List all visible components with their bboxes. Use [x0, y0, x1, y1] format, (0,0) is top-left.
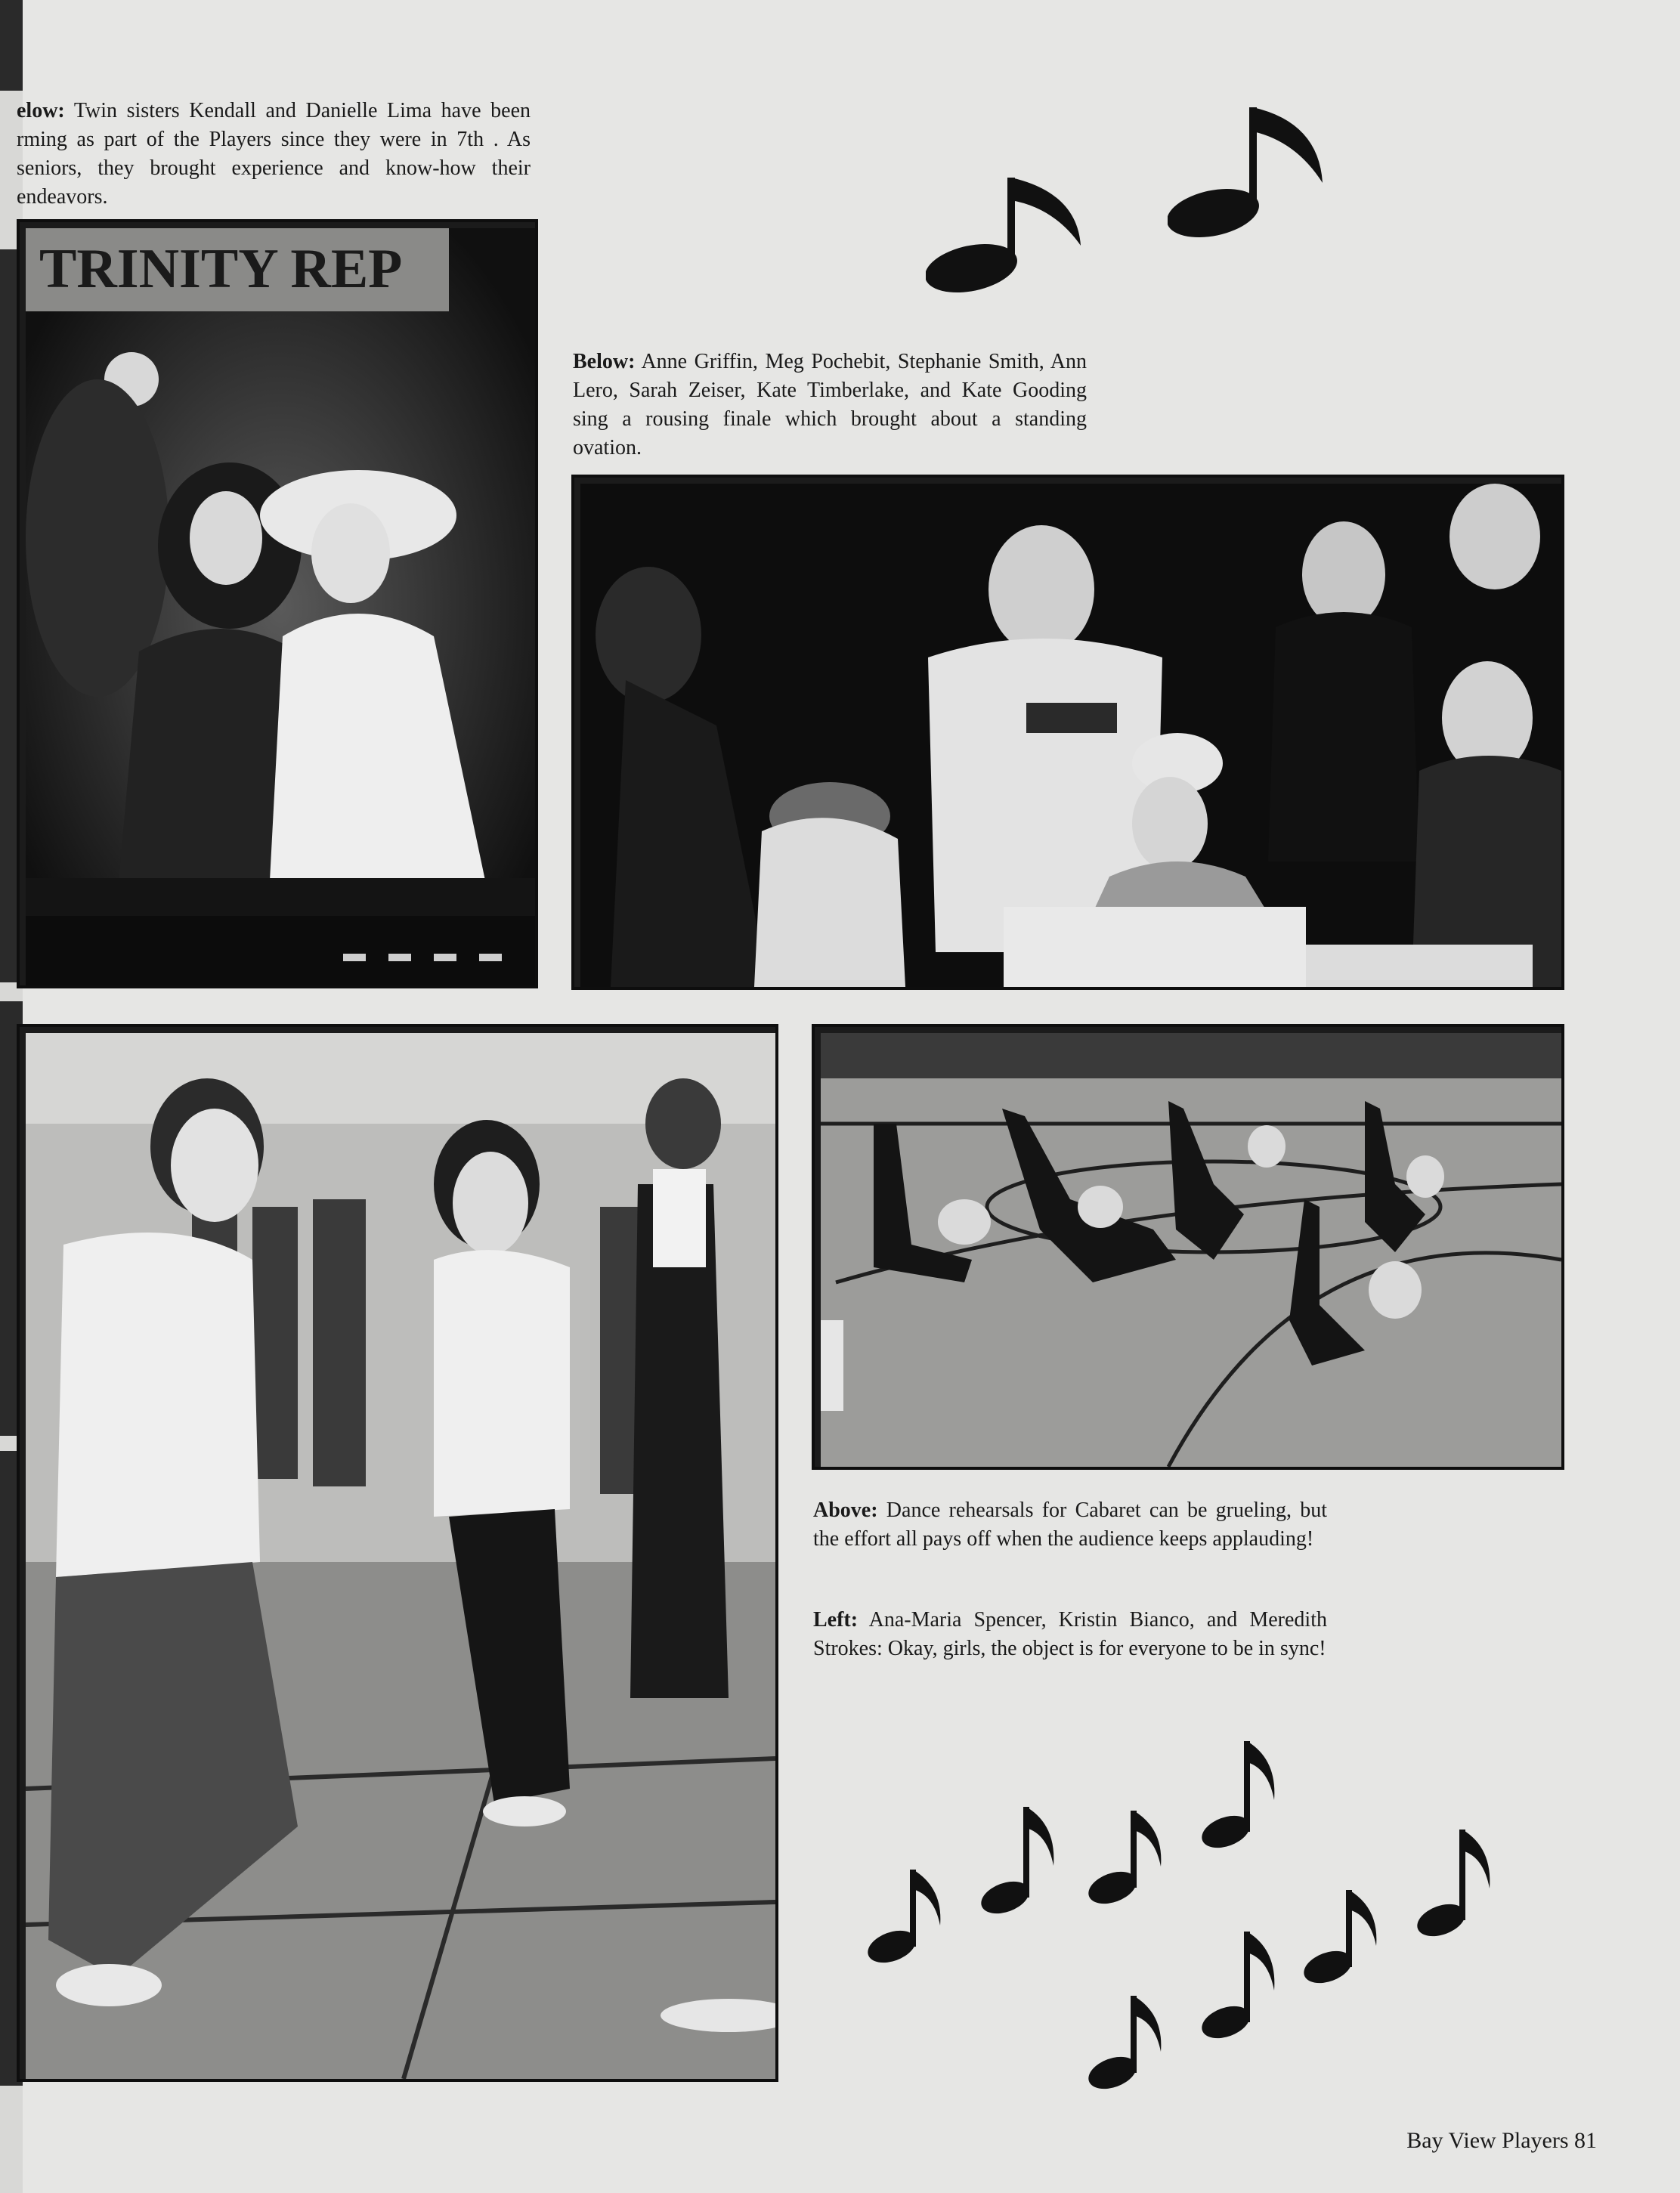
page-folio: [1406, 2128, 1597, 2154]
photo-dance-rehearsal-art: [26, 1033, 775, 2079]
caption-text: Ana-Maria Spencer, Kristin Bianco, and Meredith Strokes: Okay, girls, the object is for everyone to be in sync!: [813, 1608, 1327, 1660]
music-note-icon: [868, 1865, 943, 1963]
caption-dance: [813, 1496, 1327, 1554]
music-note-icon: [1168, 100, 1326, 243]
caption-text: Anne Griffin, Meg Pochebit, Stephanie Smith, Ann Lero, Sarah Zeiser, Kate Timberlake, and Kate Gooding sing a rousing finale which brought about a standing ovation.: [573, 350, 1087, 459]
photo-finale: [571, 475, 1564, 990]
music-note-icon: [1088, 1991, 1164, 2089]
music-note-icon: [1304, 1885, 1379, 1984]
music-note-icon: [1202, 1927, 1277, 2040]
music-note-icon: [1417, 1825, 1493, 1938]
folio-section: Bay View Players: [1406, 2128, 1569, 2153]
caption-twins: [17, 97, 531, 212]
caption-finale: [573, 348, 1087, 462]
music-note-icon: [1202, 1737, 1277, 1850]
folio-page-number: 81: [1574, 2128, 1597, 2153]
photo-floor-stretch: [812, 1024, 1564, 1470]
trinity-rep-sign: TRINITY REP: [39, 238, 403, 300]
music-note-icon: [926, 170, 1084, 298]
edge-strip: [0, 2086, 23, 2193]
caption-text: Twin sisters Kendall and Danielle Lima have been rming as part of the Players since they were in 7th . As seniors, they brought experience and know-how their endeavors.: [17, 99, 531, 209]
caption-label: Below:: [573, 350, 636, 373]
music-note-icon: [1088, 1806, 1164, 1904]
photo-twins-art: [26, 228, 535, 985]
photo-floor-stretch-art: [821, 1033, 1561, 1467]
photo-dance-rehearsal: [17, 1024, 778, 2082]
caption-label: Above:: [813, 1499, 878, 1522]
photo-finale-art: [580, 484, 1561, 987]
caption-text: Dance rehearsals for Cabaret can be grueling, but the effort all pays off when the audience keeps applauding!: [813, 1499, 1327, 1551]
music-note-icon: [981, 1802, 1057, 1916]
caption-label: Left:: [813, 1608, 859, 1632]
photo-twins: [17, 219, 538, 988]
caption-sync: [813, 1606, 1327, 1663]
caption-label: elow:: [17, 99, 65, 122]
